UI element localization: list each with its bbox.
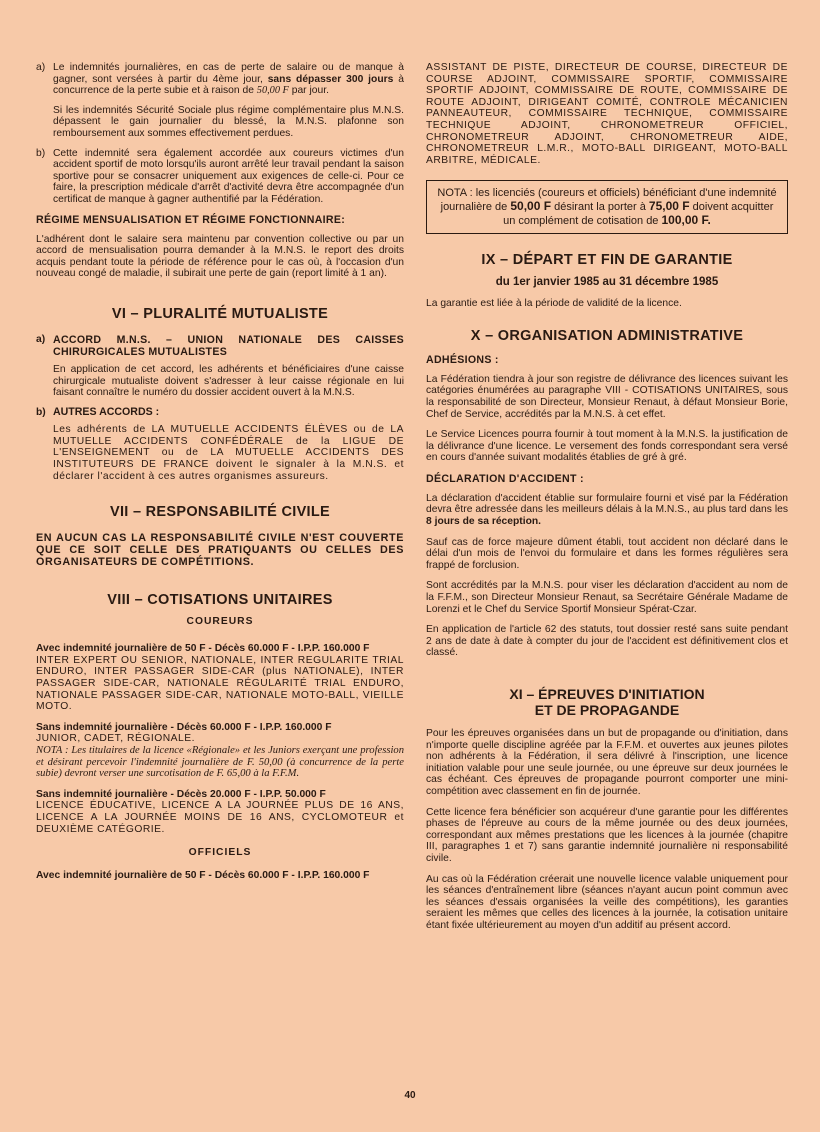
section-xi-title-line1: XI – ÉPREUVES D'INITIATION [509,686,705,702]
indemnity-item-b: b) Cette indemnité sera également accordée aux coureurs victimes d'un accident sportif de moto lorsqu'ils auront arrêté leur travail pendant la saison sportive pour se consacrer uniquement aux exigences de celle-ci. Pour ce faire, la prescription médicale d'arrêt d'activité devra être accompagnée d'un certificat de manque à gagner authentifié par la Fédération. [36,147,404,205]
officials-list: ASSISTANT DE PISTE, DIRECTEUR DE COURSE, DIRECTEUR DE COURSE ADJOINT, COMMISSAIRE SPORTIF, COMMISSAIRE SPORTIF ADJOINT, COMMISSAIRE DE ROUTE, COMMISSAIRE DE ROUTE ADJOINT, DIRIGEANT COMITÉ, CONTROLE MÉCANICIEN PANNEAUTEUR, COMMISSAIRE TECHNIQUE, COMMISSAIRE TECHNIQUE ADJOINT, CHRONOMETREUR OFFICIEL, CHRONOMETREUR ADJOINT, CHRONOMETREUR AIDE, CHRONOMETREUR L.M.R., MOTO-BALL DIRIGEANT, MOTO-BALL ARBITRE, MÉDICALE. [426,62,788,166]
ceiling-paragraph: Si les indemnités Sécurité Sociale plus régime complémentaire plus M.N.S. dépassent le gain journalier du blessé, la M.N.S. plafonne son remboursement aux sommes effectivement perdues. [53,104,404,139]
initiation-paragraph-1: Pour les épreuves organisées dans un but de propagande ou d'initiation, dans n'importe quelle discipline agréée par la F.F.M. et ouvertes aux jeunes pilotes non adhérents à la Fédération, il sera délivré à l'inscription, une licence initiation valable pour une seule journée, ou une épreuve sur deux journées le cas échéant. Ces épreuves de propagande pourront comporter une mini-compétition avec classement en fin de journée. [426,728,788,797]
section-vi-title: VI – PLURALITÉ MUTUALISTE [111,305,329,322]
tier3-heading: Sans indemnité journalière - Décès 20.000 F - I.P.P. 50.000 F [36,788,326,800]
regime-heading: RÉGIME MENSUALISATION ET RÉGIME FONCTIONNAIRE: [36,213,346,226]
declaration-paragraph-2: Sauf cas de force majeure dûment établi, tout accident non déclaré dans le délai d'un mois de l'envoi du formulaire et dans les formes régulières sera frappé de forclusion. [426,536,788,571]
declaration-heading: DÉCLARATION D'ACCIDENT : [426,472,584,485]
adhesions-paragraph-1: La Fédération tiendra à jour son registre de délivrance des licences suivant les catégories énumérées au paragraphe VIII - COTISATIONS UNITAIRES, sous la responsabilité de son Directeur, Monsieur Renaut, à défaut Monsieur Borie, Chef de Service, accrédités par la M.N.S. à cet effet. [426,373,788,420]
declaration-paragraph-4: En application de l'article 62 des statuts, tout dossier resté sans suite pendant 2 ans de date à date à compter du jour de l'accident est définitivement clos et classé. [426,624,788,659]
tier1-heading: Avec indemnité journalière de 50 F - Décès 60.000 F - I.P.P. 160.000 F [36,643,370,655]
nota-box: NOTA : les licenciés (coureurs et officiels) bénéficiant d'une indemnité journalière de 50,00 F désirant la porter à 75,00 F doivent acquitter un complément de cotisation de 100,00 F. [426,180,788,234]
left-column [36,62,404,882]
coureurs-subheading: COUREURS [186,616,254,628]
section-viii-title: VIII – COTISATIONS UNITAIRES [107,592,333,609]
right-column [426,62,788,932]
accord-item-b: b) AUTRES ACCORDS : [36,405,160,418]
declaration-paragraph-1: La déclaration d'accident établie sur formulaire fourni et visé par la Fédération devra être adressée dans les meilleurs délais à la M.N.S., au plus tard dans les 8 jours de sa réception. [426,492,788,528]
accord-item-a: a) ACCORD M.N.S. – UNION NATIONALE DES CAISSES CHIRURGICALES MUTUALISTES [36,333,404,358]
tier1-list: INTER EXPERT OU SENIOR, NATIONALE, INTER REGULARITE TRIAL ENDURO, INTER PASSAGER SIDE-CAR (plus NATIONALE), INTER PASSAGER SIDE-CAR, NATIONALE RÉGULARITÉ TRIAL ENDURO, NATIONALE PASSAGER SIDE-CAR, NATIONALE MOTO-BALL, VIEILLE MOTO. [36,654,404,713]
indemnity-paragraph: Le indemnités journalières, en cas de perte de salaire ou de manque à gagner, sont versées à partir du 4ème jour, sans dépasser 300 jours à concurrence de la perte subie et à raison de 50,00 F par jour. [53,62,404,97]
accord-b-paragraph: Les adhérents de LA MUTUELLE ACCIDENTS ÉLÈVES ou de LA MUTUELLE ACCIDENTS CONFÉDÉRALE de la LIGUE DE L'ENSEIGNEMENT ou de LA MUTUELLE ACCIDENTS DES INSTITUTEURS DE FRANCE doivent le signaler à la M.N.S. et déclarer l'accident à ces autres organismes assureurs. [53,424,404,482]
initiation-paragraph-2: Cette licence fera bénéficier son acquéreur d'une garantie pour les différentes phases de l'épreuve au cours de la même journée ou des deux journées, correspondant aux mêmes prestations que les licences à la journée (chapitre III, paragraphes 1 et 7) sans garantie indemnité journalière ni responsabilité civile. [426,806,788,864]
section-ix-title: IX – DÉPART ET FIN DE GARANTIE [481,252,733,269]
section-x-title: X – ORGANISATION ADMINISTRATIVE [470,327,744,344]
adhesions-paragraph-2: Le Service Licences pourra fournir à tout moment à la M.N.S. la justification de la délivrance d'une licence. Le versement des fonds correspondant sera versé en cours d'année suivant modalités établies de gré à gré. [426,429,788,464]
accord-a-paragraph: En application de cet accord, les adhérents et bénéficiaires d'une caisse chirurgicale mutualiste doivent s'adresser à leur caisse régionale en lui faisant connaître le numéro du dossier accident ouvert à la M.N.S. [53,363,404,399]
officiels-tier-heading: Avec indemnité journalière de 50 F - Décès 60.000 F - I.P.P. 160.000 F [36,870,370,882]
tier3-list: LICENCE ÉDUCATIVE, LICENCE A LA JOURNÉE PLUS DE 16 ANS, LICENCE A LA JOURNÉE MOINS DE 16 ANS, CYCLOMOTEUR et DEUXIÈME CATÉGORIE. [36,800,404,835]
adhesions-heading: ADHÉSIONS : [426,353,499,366]
tier2-list: JUNIOR, CADET, RÉGIONALE. [36,733,195,745]
section-xi-title-line2: ET DE PROPAGANDE [534,702,680,718]
page-number: 40 [404,1090,416,1101]
officiels-subheading: OFFICIELS [188,847,252,859]
validity-paragraph: La garantie est liée à la période de validité de la licence. [426,298,682,310]
civil-liability-text: EN AUCUN CAS LA RESPONSABILITÉ CIVILE N'EST COUVERTE QUE CE SOIT CELLE DES PRATIQUANTS OU CELLES DES ORGANISATEURS DE COMPÉTITIONS. [36,532,404,569]
item-label: a) [36,62,46,73]
tier2-nota: NOTA : Les titulaires de la licence «Régionale» et les Juniors exerçant une profession et désirant percevoir l'indemnité journalière de F. 50,00 (à concurrence de la perte subie) devront verser une surcotisation de F. 65,00 à la F.F.M. [36,745,404,780]
initiation-paragraph-3: Au cas où la Fédération créerait une nouvelle licence valable uniquement pour les séances d'entraînement libre (séances n'ayant aucun point commun avec les séances d'essais organisées la veille des compétitions), les garanties seraient les mêmes que celles des licences à la journée, la cotisation unitaire étant fixée ultérieurement au moyen d'un additif au présent accord. [426,873,788,931]
indemnity-item-a [36,62,404,140]
declaration-paragraph-3: Sont accrédités par la M.N.S. pour viser les déclaration d'accident au nom de la F.F.M., son Directeur Monsieur Renaut, sa Secrétaire Générale Madame de Lorenzi et le Chef du Service Sportif Monsieur Spérat-Czar. [426,580,788,615]
regime-paragraph: L'adhérent dont le salaire sera maintenu par convention collective ou par un accord de mensualisation pourra demander à la M.N.S. le report des droits acquis pendant toute la période de référence pour le cas où, à l'occasion d'un nouveau congé de maladie, il subirait une perte de gain (report limité à 1 an). [36,233,404,280]
tier2-heading: Sans indemnité journalière - Décès 60.000 F - I.P.P. 160.000 F [36,721,332,733]
section-vii-title: VII – RESPONSABILITÉ CIVILE [110,504,330,521]
validity-dates: du 1er janvier 1985 au 31 décembre 1985 [495,276,719,289]
